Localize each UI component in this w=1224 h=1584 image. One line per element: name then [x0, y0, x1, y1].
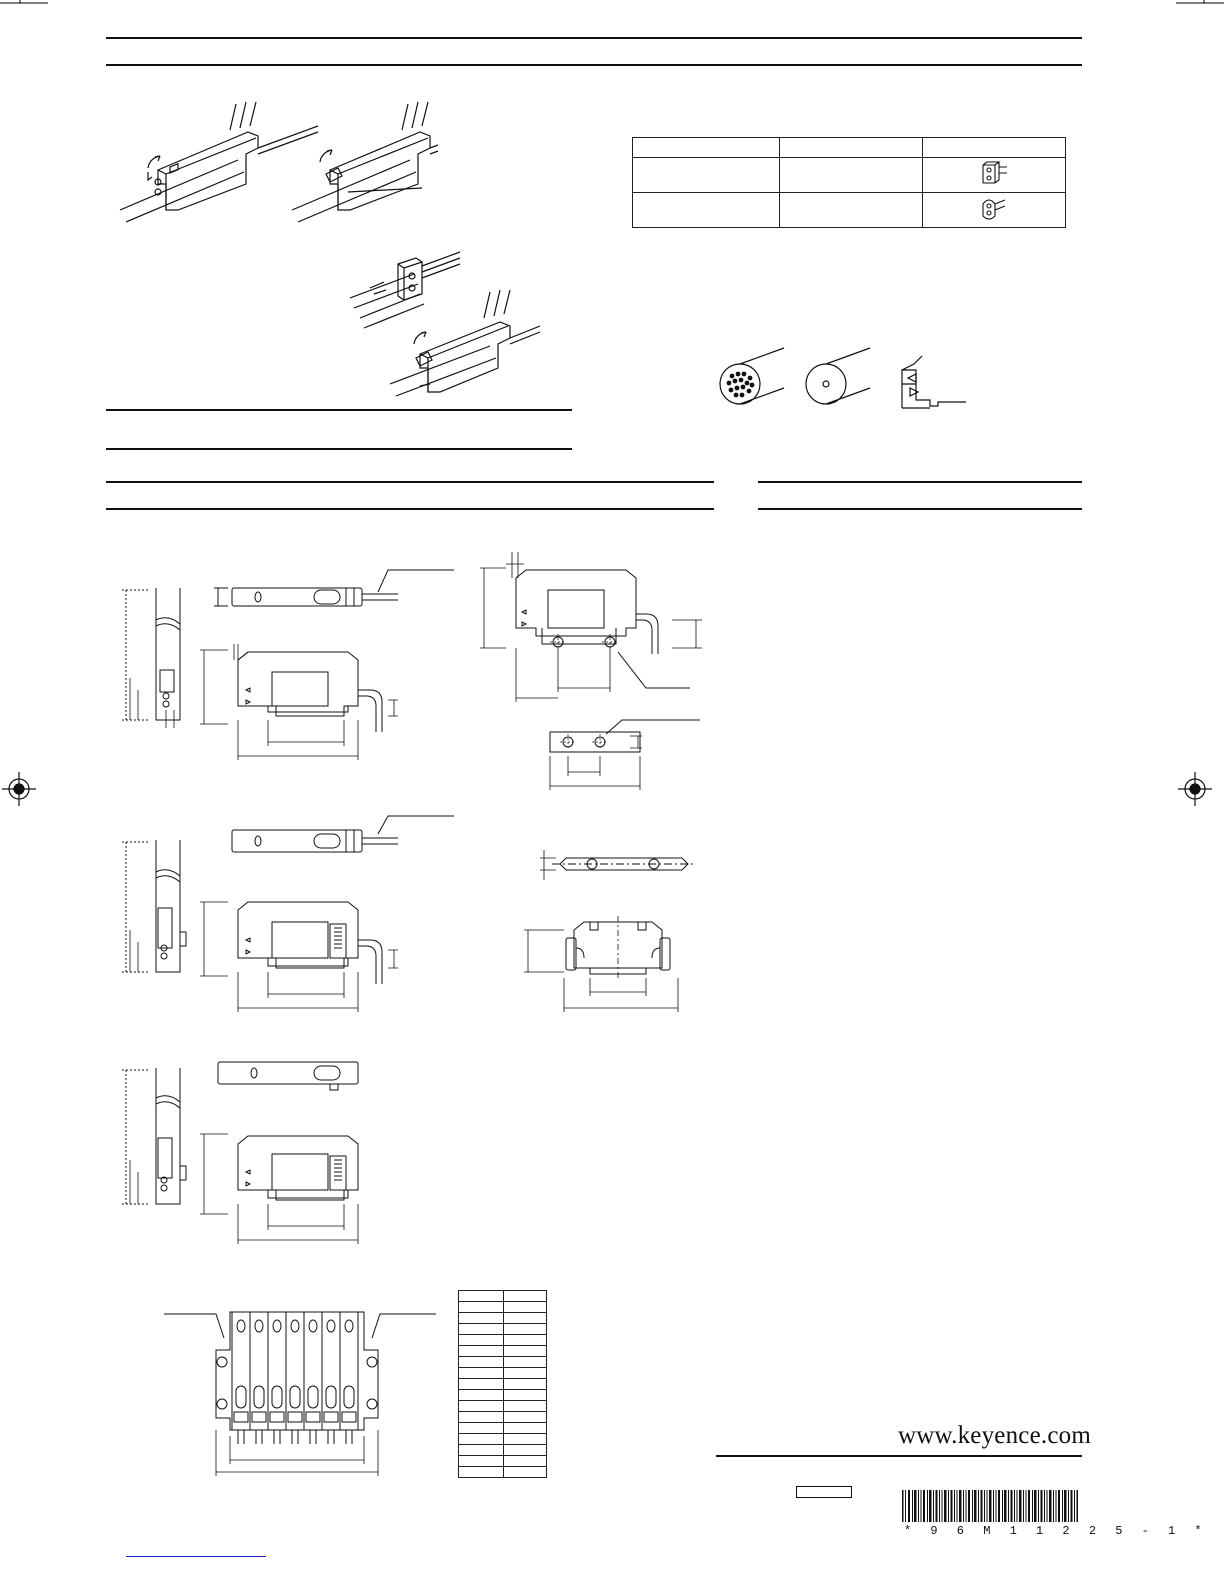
dimension-drawing-mounting-hole: [534, 716, 704, 796]
footer-rule: [716, 1455, 1082, 1457]
crop-mark-top-right: [1160, 0, 1224, 20]
table-row: [633, 138, 1066, 158]
dimensions-rule-bottom: [106, 508, 714, 510]
fiber-attachment-type-a-icon: [979, 159, 1009, 187]
dimension-drawing-expansion-unit: [108, 812, 468, 1022]
registration-mark-right: [1178, 772, 1212, 806]
right-section-rule-top: [758, 481, 1082, 483]
section-rule-1: [106, 409, 572, 411]
table-row: [459, 1456, 547, 1467]
dimension-drawing-extension-unit: [108, 1054, 388, 1254]
table-row: [459, 1346, 547, 1357]
table-row: [459, 1412, 547, 1423]
dimension-drawing-end-unit-front: [520, 912, 690, 1022]
crop-mark-top-left: [0, 0, 60, 20]
table-row: [459, 1434, 547, 1445]
table-row: [459, 1368, 547, 1379]
table-row: [459, 1324, 547, 1335]
barcode-label: * 9 6 M 1 1 2 2 5 - 1 *: [904, 1524, 1208, 1538]
dimension-drawing-main-unit: [108, 560, 468, 770]
table-row: [459, 1423, 547, 1434]
table-row: [459, 1291, 547, 1302]
dimension-drawing-end-unit-top: [536, 840, 706, 890]
document-number-box: [796, 1486, 852, 1498]
fiber-insertion-illustration: [350, 250, 540, 400]
fiber-unit-table: [632, 137, 1066, 228]
header-rule-bottom: [106, 64, 1082, 66]
dimensions-rule-top: [106, 481, 714, 483]
table-row: [633, 158, 1066, 193]
fiber-attachment-type-b-icon: [979, 194, 1009, 222]
table-row: [459, 1302, 547, 1313]
table-row: [459, 1313, 547, 1324]
section-rule-2: [106, 448, 572, 450]
table-row: [459, 1357, 547, 1368]
table-row: [459, 1335, 547, 1346]
fiber-cross-section-illustration: [712, 340, 982, 420]
registration-mark-left: [2, 772, 36, 806]
table-row: [459, 1379, 547, 1390]
right-section-rule-bottom: [758, 508, 1082, 510]
table-row: [459, 1401, 547, 1412]
dimension-drawing-multi-unit-mounting: [160, 1300, 440, 1480]
table-row: [459, 1390, 547, 1401]
header-rule-top: [106, 37, 1082, 39]
din-rail-mounting-illustration: [118, 100, 438, 230]
dimension-drawing-mounting-bracket: [476, 548, 706, 718]
bottom-link-underline[interactable]: [126, 1556, 266, 1557]
website-url[interactable]: www.keyence.com: [898, 1422, 1091, 1449]
unit-count-table: [458, 1290, 547, 1478]
table-row: [459, 1445, 547, 1456]
barcode: [902, 1490, 1078, 1527]
table-row: [459, 1467, 547, 1478]
table-row: [633, 193, 1066, 228]
